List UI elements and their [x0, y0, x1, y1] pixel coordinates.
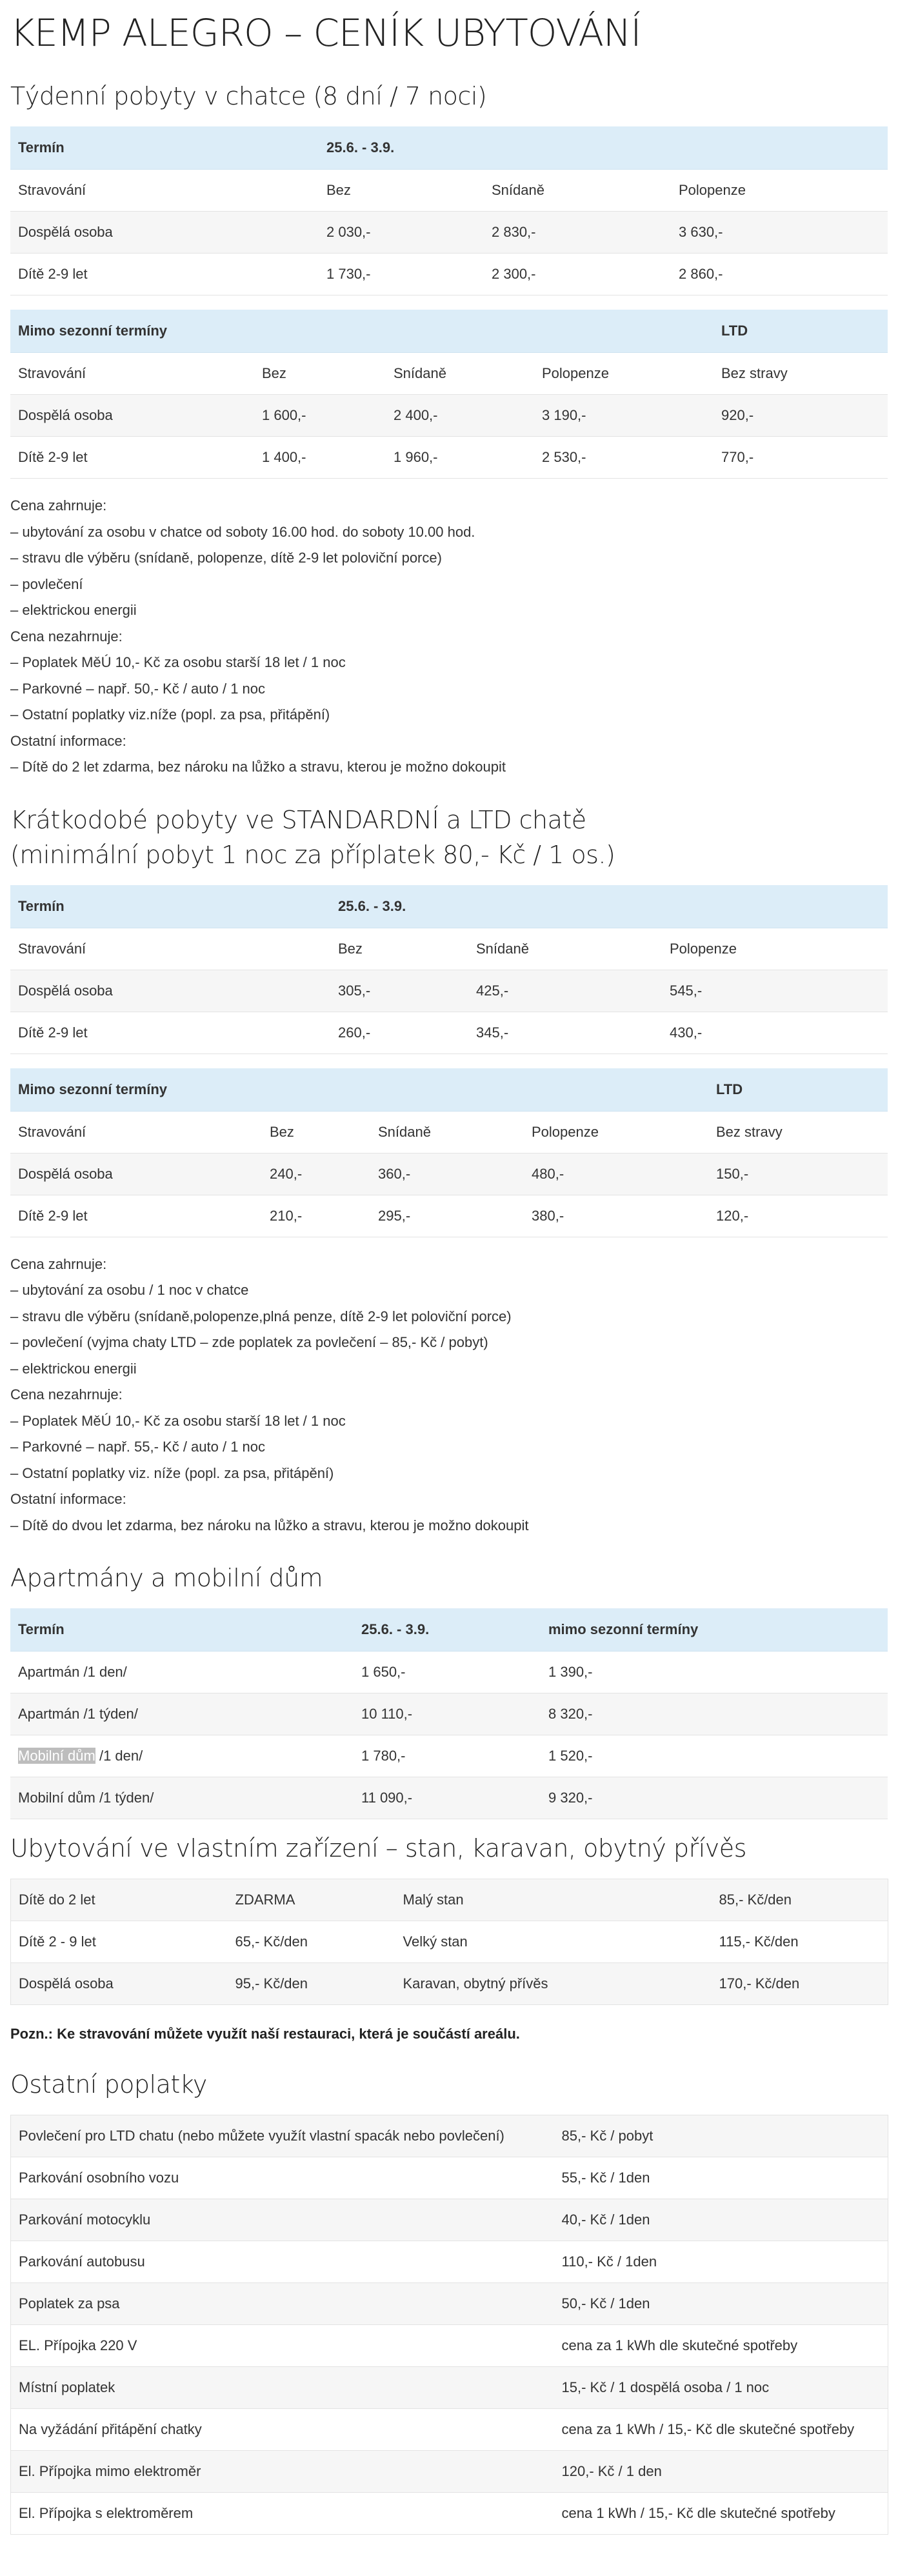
table-cell: 110,- Kč / 1den	[554, 2241, 888, 2283]
table-cell: 11 090,-	[354, 1777, 541, 1819]
table-cell: EL. Přípojka 220 V	[11, 2325, 554, 2367]
note-line: – elektrickou energii	[10, 1360, 137, 1377]
short-stay-notes	[10, 1252, 888, 1539]
table-row	[10, 1153, 888, 1195]
header-cell: Termín	[10, 126, 319, 170]
table-cell: cena za 1 kWh / 15,- Kč dle skutečné spotřeby	[554, 2409, 888, 2451]
table-cell: Apartmán /1 den/	[10, 1652, 354, 1693]
apartments-table	[10, 1608, 888, 1819]
table-row	[10, 170, 888, 212]
section-apartments-heading: Apartmány a mobilní dům	[10, 1564, 323, 1592]
own-equipment-table	[10, 1879, 888, 2005]
note-line: Cena zahrnuje:	[10, 1255, 107, 1272]
note-line: – Dítě do 2 let zdarma, bez nároku na lůžko a stravu, kterou je možno dokoupit	[10, 759, 506, 775]
weekly-offseason-table	[10, 310, 888, 479]
table-cell: Snídaně	[484, 170, 671, 212]
table-row	[10, 1652, 888, 1693]
table-cell: Parkování osobního vozu	[11, 2157, 554, 2199]
note-line: – Poplatek MěÚ 10,- Kč za osobu starší 18 let / 1 noc	[10, 1412, 346, 1429]
table-cell: 430,-	[662, 1012, 888, 1053]
table-cell: Dospělá osoba	[10, 1153, 262, 1195]
section-other-fees-heading: Ostatní poplatky	[10, 2070, 207, 2099]
note-line: Cena nezahrnuje:	[10, 628, 123, 644]
table-row	[10, 395, 888, 437]
header-cell: Mimo sezonní termíny	[10, 310, 254, 353]
table-cell: 1 730,-	[319, 254, 484, 295]
note-line: – Dítě do dvou let zdarma, bez nároku na lůžko a stravu, kterou je možno dokoupit	[10, 1517, 529, 1533]
table-row	[10, 1735, 888, 1777]
header-cell: 25.6. - 3.9.	[354, 1608, 541, 1652]
table-row	[11, 1879, 888, 1921]
header-cell	[468, 885, 662, 928]
table-cell: 85,- Kč/den	[712, 1879, 888, 1921]
table-cell: Stravování	[10, 1111, 262, 1153]
table-cell: 1 960,-	[386, 437, 534, 479]
table-cell: Parkování motocyklu	[11, 2199, 554, 2241]
table-cell: Dospělá osoba	[10, 970, 330, 1012]
note-line: – ubytování za osobu v chatce od soboty 16.00 hod. do soboty 10.00 hod.	[10, 523, 475, 540]
table-row	[11, 2325, 888, 2367]
header-cell	[370, 1068, 524, 1112]
note-line: – Poplatek MěÚ 10,- Kč za osobu starší 18 let / 1 noc	[10, 654, 346, 670]
other-fees-table	[10, 2115, 888, 2535]
table-cell: 170,- Kč/den	[712, 1963, 888, 2005]
table-cell: 2 300,-	[484, 254, 671, 295]
table-row	[11, 2409, 888, 2451]
table-cell: El. Přípojka s elektroměrem	[11, 2493, 554, 2535]
table-cell: 770,-	[713, 437, 888, 479]
table-cell: Bez stravy	[708, 1111, 888, 1153]
section-short-stay-heading	[10, 803, 888, 872]
table-cell: Malý stan	[395, 1879, 712, 1921]
header-cell: 25.6. - 3.9.	[319, 126, 484, 170]
restaurant-note: Pozn.: Ke stravování můžete využít naší restauraci, která je součástí areálu.	[10, 2026, 520, 2042]
note-line: – Parkovné – např. 55,- Kč / auto / 1 noc	[10, 1439, 266, 1455]
table-cell: 1 780,-	[354, 1735, 541, 1777]
table-cell: 8 320,-	[541, 1693, 888, 1735]
table-row	[11, 2451, 888, 2493]
table-cell: Stravování	[10, 353, 254, 395]
table-cell: 10 110,-	[354, 1693, 541, 1735]
table-cell: 210,-	[262, 1195, 370, 1237]
table-cell: 3 190,-	[534, 395, 713, 437]
header-cell	[662, 885, 888, 928]
note-line: – ubytování za osobu / 1 noc v chatce	[10, 1282, 249, 1298]
table-row	[11, 2157, 888, 2199]
table-cell: Bez	[262, 1111, 370, 1153]
table-row	[11, 2283, 888, 2325]
cell-text: /1 den/	[95, 1748, 143, 1764]
table-header-row	[10, 885, 888, 928]
table-cell: Snídaně	[370, 1111, 524, 1153]
table-cell: Povlečení pro LTD chatu (nebo můžete využít vlastní spacák nebo povlečení)	[11, 2115, 554, 2157]
table-cell: 380,-	[524, 1195, 708, 1237]
table-cell: 480,-	[524, 1153, 708, 1195]
table-cell: Apartmán /1 týden/	[10, 1693, 354, 1735]
table-cell: 240,-	[262, 1153, 370, 1195]
table-cell: 65,- Kč/den	[228, 1921, 395, 1963]
weekly-notes	[10, 493, 888, 781]
table-cell: Polopenze	[534, 353, 713, 395]
table-row	[11, 2241, 888, 2283]
header-cell: LTD	[713, 310, 888, 353]
table-row	[10, 437, 888, 479]
note-line: – povlečení (vyjma chaty LTD – zde poplatek za povlečení – 85,- Kč / pobyt)	[10, 1334, 488, 1350]
header-cell: LTD	[708, 1068, 888, 1112]
table-row	[11, 2367, 888, 2409]
table-cell: 40,- Kč / 1den	[554, 2199, 888, 2241]
table-cell: Stravování	[10, 170, 319, 212]
table-cell: 295,-	[370, 1195, 524, 1237]
table-cell: 2 830,-	[484, 212, 671, 254]
table-row	[10, 1693, 888, 1735]
table-cell: 15,- Kč / 1 dospělá osoba / 1 noc	[554, 2367, 888, 2409]
table-cell: Snídaně	[468, 928, 662, 970]
section-own-equipment-heading: Ubytování ve vlastním zařízení – stan, karavan, obytný přívěs	[10, 1834, 746, 1862]
table-cell: 345,-	[468, 1012, 662, 1053]
table-cell: Dospělá osoba	[11, 1963, 228, 2005]
header-cell	[386, 310, 534, 353]
table-cell: Dítě 2 - 9 let	[11, 1921, 228, 1963]
table-cell: Parkování autobusu	[11, 2241, 554, 2283]
table-cell: Místní poplatek	[11, 2367, 554, 2409]
table-cell: Bez	[319, 170, 484, 212]
table-cell: 120,-	[708, 1195, 888, 1237]
header-cell	[262, 1068, 370, 1112]
table-cell: Polopenze	[671, 170, 888, 212]
table-cell: 1 520,-	[541, 1735, 888, 1777]
short-offseason-table	[10, 1068, 888, 1237]
table-cell: 360,-	[370, 1153, 524, 1195]
note-line: Cena nezahrnuje:	[10, 1386, 123, 1403]
table-cell: Dospělá osoba	[10, 212, 319, 254]
table-cell: 1 400,-	[254, 437, 386, 479]
note-line: – Parkovné – např. 50,- Kč / auto / 1 noc	[10, 680, 266, 697]
table-cell: Karavan, obytný přívěs	[395, 1963, 712, 2005]
table-row	[10, 212, 888, 254]
header-cell	[524, 1068, 708, 1112]
table-cell: cena za 1 kWh dle skutečné spotřeby	[554, 2325, 888, 2367]
table-row	[11, 2115, 888, 2157]
table-row	[10, 1195, 888, 1237]
header-cell	[671, 126, 888, 170]
table-row	[11, 1921, 888, 1963]
table-cell: 150,-	[708, 1153, 888, 1195]
table-cell: 1 650,-	[354, 1652, 541, 1693]
weekly-season-table	[10, 126, 888, 295]
table-row	[10, 1111, 888, 1153]
table-row	[10, 1012, 888, 1053]
note-line: – Ostatní poplatky viz. níže (popl. za psa, přitápění)	[10, 1464, 334, 1481]
table-cell	[10, 1735, 354, 1777]
table-cell: 260,-	[330, 1012, 468, 1053]
header-cell	[254, 310, 386, 353]
table-cell: Mobilní dům /1 týden/	[10, 1777, 354, 1819]
note-line: Ostatní informace:	[10, 1491, 126, 1507]
table-header-row	[10, 1068, 888, 1112]
header-cell: Termín	[10, 885, 330, 928]
table-cell: Bez	[254, 353, 386, 395]
table-cell: Dítě 2-9 let	[10, 1195, 262, 1237]
table-cell: 95,- Kč/den	[228, 1963, 395, 2005]
note-line: Cena zahrnuje:	[10, 497, 107, 514]
table-cell: 2 530,-	[534, 437, 713, 479]
table-cell: Bez stravy	[713, 353, 888, 395]
table-header-row	[10, 310, 888, 353]
table-cell: Dítě 2-9 let	[10, 254, 319, 295]
table-row	[11, 2199, 888, 2241]
table-cell: Velký stan	[395, 1921, 712, 1963]
table-cell: 55,- Kč / 1den	[554, 2157, 888, 2199]
table-cell: 545,-	[662, 970, 888, 1012]
note-line: – elektrickou energii	[10, 602, 137, 618]
table-cell: ZDARMA	[228, 1879, 395, 1921]
table-cell: Dospělá osoba	[10, 395, 254, 437]
table-header-row	[10, 126, 888, 170]
table-cell: Dítě 2-9 let	[10, 437, 254, 479]
header-cell: Mimo sezonní termíny	[10, 1068, 262, 1112]
table-header-row	[10, 1608, 888, 1652]
table-cell: 425,-	[468, 970, 662, 1012]
heading-line: Krátkodobé pobyty ve STANDARDNÍ a LTD chatě	[10, 805, 586, 834]
table-cell: Dítě do 2 let	[11, 1879, 228, 1921]
table-cell: 1 390,-	[541, 1652, 888, 1693]
note-line: – stravu dle výběru (snídaně, polopenze, dítě 2-9 let poloviční porce)	[10, 550, 442, 566]
table-row	[10, 353, 888, 395]
table-cell: 3 630,-	[671, 212, 888, 254]
table-cell: 85,- Kč / pobyt	[554, 2115, 888, 2157]
header-cell: 25.6. - 3.9.	[330, 885, 468, 928]
table-cell: 50,- Kč / 1den	[554, 2283, 888, 2325]
table-cell: 2 860,-	[671, 254, 888, 295]
note-line: – stravu dle výběru (snídaně,polopenze,plná penze, dítě 2-9 let poloviční porce)	[10, 1308, 512, 1324]
table-cell: El. Přípojka mimo elektroměr	[11, 2451, 554, 2493]
table-row	[10, 254, 888, 295]
table-cell: 2 400,-	[386, 395, 534, 437]
table-cell: 920,-	[713, 395, 888, 437]
table-cell: Poplatek za psa	[11, 2283, 554, 2325]
table-cell: Polopenze	[662, 928, 888, 970]
selected-text[interactable]: Mobilní dům	[18, 1748, 95, 1764]
table-row	[10, 928, 888, 970]
table-cell: Stravování	[10, 928, 330, 970]
table-row	[11, 1963, 888, 2005]
table-cell: 305,-	[330, 970, 468, 1012]
table-cell: 2 030,-	[319, 212, 484, 254]
header-cell	[484, 126, 671, 170]
table-cell: cena 1 kWh / 15,- Kč dle skutečné spotřeby	[554, 2493, 888, 2535]
header-cell: Termín	[10, 1608, 354, 1652]
header-cell	[534, 310, 713, 353]
table-cell: 115,- Kč/den	[712, 1921, 888, 1963]
note-line: Ostatní informace:	[10, 732, 126, 749]
table-row	[10, 970, 888, 1012]
table-cell: Polopenze	[524, 1111, 708, 1153]
note-line: – povlečení	[10, 575, 83, 592]
header-cell: mimo sezonní termíny	[541, 1608, 888, 1652]
table-cell: Snídaně	[386, 353, 534, 395]
table-cell: 9 320,-	[541, 1777, 888, 1819]
table-row	[10, 1777, 888, 1819]
short-season-table	[10, 885, 888, 1054]
table-cell: 120,- Kč / 1 den	[554, 2451, 888, 2493]
table-cell: Dítě 2-9 let	[10, 1012, 330, 1053]
table-cell: Na vyžádání přitápění chatky	[11, 2409, 554, 2451]
table-cell: Bez	[330, 928, 468, 970]
note-line: – Ostatní poplatky viz.níže (popl. za psa, přitápění)	[10, 706, 330, 723]
table-row	[11, 2493, 888, 2535]
section-weekly-heading: Týdenní pobyty v chatce (8 dní / 7 noci)	[10, 82, 487, 110]
heading-line: (minimální pobyt 1 noc za příplatek 80,- Kč / 1 os.)	[10, 840, 615, 869]
table-cell: 1 600,-	[254, 395, 386, 437]
page-title: KEMP ALEGRO – CENÍK UBYTOVÁNÍ	[10, 11, 641, 55]
